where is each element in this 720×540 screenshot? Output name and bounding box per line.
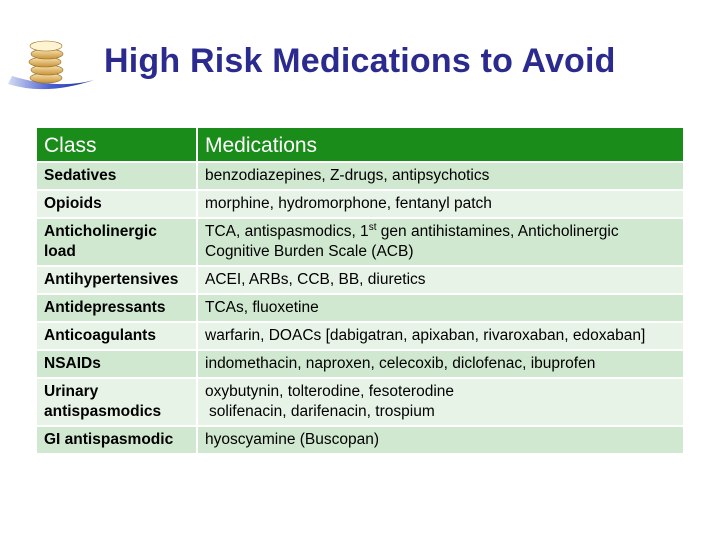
medications-cell: benzodiazepines, Z-drugs, antipsychotics	[197, 162, 684, 190]
ordinal-suffix: st	[368, 221, 377, 233]
table-row	[36, 162, 684, 190]
table-row	[36, 350, 684, 378]
class-cell: Anticholinergic load	[36, 218, 197, 266]
class-cell: Sedatives	[36, 162, 197, 190]
class-cell: Anticoagulants	[36, 322, 197, 350]
medications-line-2: solifenacin, darifenacin, trospium	[209, 403, 435, 420]
medications-cell	[197, 378, 684, 426]
table-row	[36, 294, 684, 322]
header-class: Class	[36, 127, 197, 162]
header-medications: Medications	[197, 127, 684, 162]
medications-cell: TCAs, fluoxetine	[197, 294, 684, 322]
class-cell: Urinary antispasmodics	[36, 378, 197, 426]
class-cell: Opioids	[36, 190, 197, 218]
table-row	[36, 266, 684, 294]
medications-text-start: TCA, antispasmodics, 1	[205, 223, 369, 240]
medications-cell: ACEI, ARBs, CCB, BB, diuretics	[197, 266, 684, 294]
table-header-row	[36, 127, 684, 162]
medications-text-end: gen antihistamines, Anticholinergic Cognitive Burden Scale (ACB)	[205, 223, 619, 260]
table-row	[36, 378, 684, 426]
medications-cell: morphine, hydromorphone, fentanyl patch	[197, 190, 684, 218]
medications-line-1: oxybutynin, tolterodine, fesoterodine	[205, 383, 455, 400]
stacked-pills-icon	[6, 36, 98, 98]
table-row	[36, 322, 684, 350]
page-title: High Risk Medications to Avoid	[104, 42, 616, 80]
medications-cell: hyoscyamine (Buscopan)	[197, 426, 684, 454]
medications-cell: warfarin, DOACs [dabigatran, apixaban, rivaroxaban, edoxaban]	[197, 322, 684, 350]
table-row	[36, 190, 684, 218]
medications-cell	[197, 218, 684, 266]
class-cell: Antihypertensives	[36, 266, 197, 294]
table-row	[36, 426, 684, 454]
table-row	[36, 218, 684, 266]
class-cell: Antidepressants	[36, 294, 197, 322]
class-cell: GI antispasmodic	[36, 426, 197, 454]
medications-cell: indomethacin, naproxen, celecoxib, diclofenac, ibuprofen	[197, 350, 684, 378]
medications-table	[35, 126, 685, 455]
class-cell: NSAIDs	[36, 350, 197, 378]
